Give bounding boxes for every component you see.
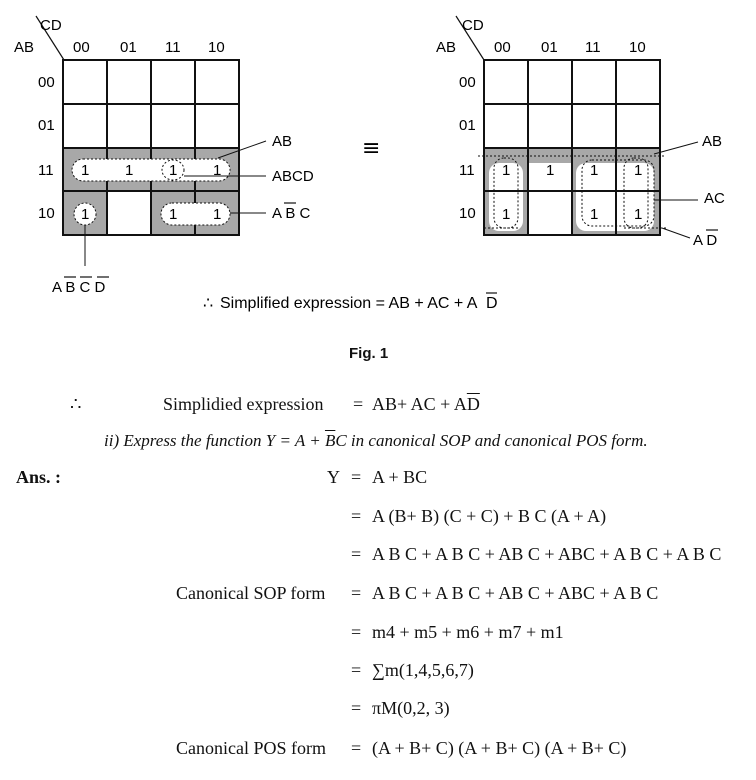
kmap-right-cell: 1: [590, 206, 599, 223]
kmap-right-ab-label: AB: [436, 39, 457, 56]
answer-line-7: πM(0,2, 3): [372, 698, 450, 718]
kmap-left: [14, 16, 314, 296]
equals-sign: =: [351, 467, 362, 487]
kmap-left-cell: 1: [125, 162, 134, 179]
simplified-label: Simplidied expression: [163, 394, 324, 414]
kmap-left-ab-label: AB: [14, 39, 35, 56]
kmap-left-col-header: 11: [165, 39, 181, 56]
kmap-left-cell: 1: [213, 206, 222, 223]
kmap-right-cell: 1: [634, 206, 643, 223]
kmap-left-row-header: 00: [38, 74, 55, 91]
kmap-right-cell: 1: [502, 162, 511, 179]
kmap-left-label-abcd-bar: A B C D: [52, 279, 106, 296]
answer-line-8: (A + B+ C) (A + B+ C) (A + B+ C): [372, 738, 627, 758]
kmap-left-label-ab: AB: [272, 133, 293, 150]
answer-line-3: A B C + A B C + AB C + ABC + A B C + A B C: [372, 544, 722, 564]
equivalence-symbol: ≡: [362, 136, 381, 161]
kmap-right-col-header: 10: [629, 39, 646, 56]
kmap-right-col-header: 01: [541, 39, 558, 56]
answer-line-2: A (B+ B) (C + C) + B C (A + A): [372, 506, 607, 526]
kmap-right-cell: 1: [590, 162, 599, 179]
kmap-right-row-header: 01: [459, 117, 476, 134]
kmap-left-row-header: 01: [38, 117, 55, 134]
equals-sign: =: [351, 698, 362, 718]
question-text: ii) Express the function $Y = A + \overline{B}C$ in canonical SOP and canonical POS form.: [104, 431, 648, 450]
therefore-symbol: ∴: [70, 394, 82, 414]
kmap-right-row-header: 00: [459, 74, 476, 91]
equals-sign: =: [351, 738, 362, 758]
figure-expression: [203, 293, 498, 312]
y-label: Y: [327, 467, 340, 487]
kmap-left-row-header: 11: [38, 162, 54, 179]
equals-sign: =: [351, 506, 362, 526]
answer-line-5: m4 + m5 + m6 + m7 + m1: [372, 622, 564, 642]
figure-expression-text: Simplified expression = AB + AC + A: [220, 295, 478, 312]
kmap-left-cell: 1: [81, 162, 90, 179]
kmap-right-cell: 1: [634, 162, 643, 179]
kmap-left-col-header: 00: [73, 39, 90, 56]
figure-expression-last-var: D: [486, 295, 498, 312]
answer-line-4: A B C + A B C + AB C + ABC + A B C: [372, 583, 659, 603]
kmap-left-cell: 1: [169, 206, 178, 223]
kmap-left-col-header: 10: [208, 39, 225, 56]
kmap-right-col-header: 11: [585, 39, 601, 56]
equals-sign: =: [351, 660, 362, 680]
canonical-sop-label: Canonical SOP form: [176, 583, 326, 603]
equals-sign: =: [351, 583, 362, 603]
kmap-right-cell: 1: [502, 206, 511, 223]
kmap-right-label-ab: AB: [702, 133, 723, 150]
kmap-left-cell: 1: [169, 162, 178, 179]
kmap-right-label-adbar: A D: [693, 232, 718, 249]
kmap-right-cell: 1: [546, 162, 555, 179]
figure-caption: Fig. 1: [349, 345, 389, 362]
answer-label: Ans. :: [16, 467, 62, 487]
equals-sign: =: [353, 394, 364, 414]
equals-sign: =: [351, 622, 362, 642]
kmap-right-row-header: 10: [459, 205, 476, 222]
figure-therefore-symbol: ∴: [203, 295, 214, 312]
kmap-left-col-header: 01: [120, 39, 137, 56]
kmap-right: [436, 16, 725, 249]
kmap-left-label-abbarc: A B C: [272, 205, 311, 222]
simplified-expression: AB+ AC + $A\overline{D}$: [372, 394, 480, 414]
kmap-right-col-header: 00: [494, 39, 511, 56]
equals-sign: =: [351, 544, 362, 564]
kmap-left-label-abcd: ABCD: [272, 168, 314, 185]
kmap-right-row-header: 11: [459, 162, 475, 179]
kmap-figure: [0, 0, 756, 330]
kmap-left-group-ab: [72, 159, 230, 181]
kmap-left-cd-label: CD: [40, 17, 62, 34]
answer-line-1: A + BC: [372, 467, 428, 487]
canonical-pos-label: Canonical POS form: [176, 738, 326, 758]
kmap-left-cell: 1: [213, 162, 222, 179]
kmap-left-row-header: 10: [38, 205, 55, 222]
kmap-left-cell: 1: [81, 206, 90, 223]
answer-line-6: ∑m(1,4,5,6,7): [372, 660, 474, 680]
kmap-right-cd-label: CD: [462, 17, 484, 34]
kmap-right-label-ac: AC: [704, 190, 725, 207]
